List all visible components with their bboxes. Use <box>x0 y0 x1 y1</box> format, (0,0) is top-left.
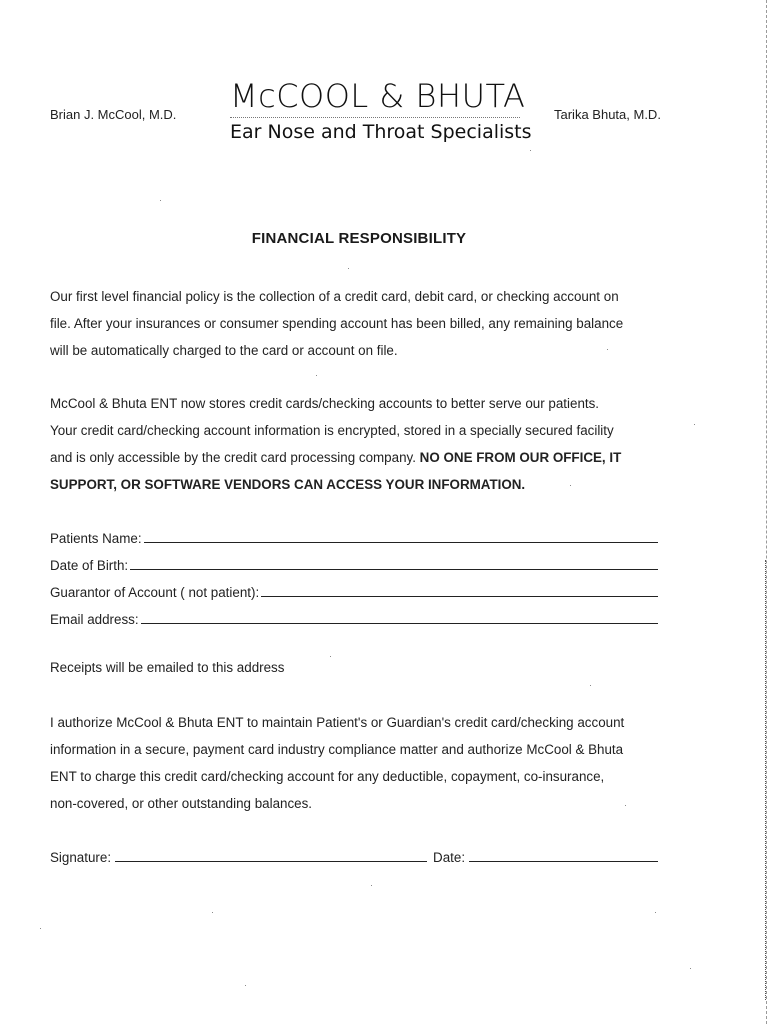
scan-speck <box>590 685 591 686</box>
scan-speck <box>570 485 571 486</box>
letterhead <box>0 76 770 156</box>
policy-line-1: Our first level financial policy is the collection of a credit card, debit card, or checking account on <box>50 289 619 304</box>
storage-line-3-text: and is only accessible by the credit card processing company. <box>50 450 420 465</box>
practice-name: McCOOL & BHUTA <box>230 77 526 115</box>
scan-speck <box>371 885 372 886</box>
receipts-note: Receipts will be emailed to this address <box>50 660 285 675</box>
date-line[interactable] <box>469 861 658 862</box>
authorization-line-3: ENT to charge this credit card/checking account for any deductible, copayment, co-insurance, <box>50 769 605 784</box>
authorization-line-4: non-covered, or other outstanding balances. <box>50 796 313 811</box>
scan-speck <box>212 912 213 913</box>
patient-name-label: Patients Name: <box>50 531 142 546</box>
date-of-birth-line[interactable] <box>130 569 658 570</box>
policy-line-3: will be automatically charged to the card or account on file. <box>50 343 398 358</box>
scan-edge-band <box>765 560 769 1000</box>
storage-emphasis-2: SUPPORT, OR SOFTWARE VENDORS CAN ACCESS YOUR INFORMATION. <box>50 477 526 492</box>
email-label: Email address: <box>50 612 139 627</box>
practice-tagline: Ear Nose and Throat Specialists <box>230 121 532 143</box>
scan-speck <box>40 928 41 929</box>
storage-paragraph <box>50 390 670 498</box>
date-of-birth-label: Date of Birth: <box>50 558 129 573</box>
email-field[interactable] <box>50 607 658 627</box>
logo-divider <box>230 117 520 118</box>
guarantor-line[interactable] <box>261 596 658 597</box>
email-line[interactable] <box>141 623 658 624</box>
signature-label: Signature: <box>50 850 112 865</box>
doctor-right-name: Tarika Bhuta, M.D. <box>554 107 661 122</box>
patient-name-line[interactable] <box>144 542 658 543</box>
scan-speck <box>160 200 161 201</box>
doctor-left-name: Brian J. McCool, M.D. <box>50 107 177 122</box>
authorization-line-2: information in a secure, payment card industry compliance matter and authorize McCool & Bhuta <box>50 742 624 757</box>
scan-speck <box>694 424 695 425</box>
storage-line-3 <box>50 444 670 471</box>
scan-speck <box>625 805 626 806</box>
storage-line-1: McCool & Bhuta ENT now stores credit cards/checking accounts to better serve our patients. <box>50 396 600 411</box>
patient-name-field[interactable] <box>50 526 658 546</box>
storage-emphasis-1: NO ONE FROM OUR OFFICE, IT <box>419 450 622 465</box>
date-label: Date: <box>433 850 466 865</box>
scan-speck <box>348 268 349 269</box>
scan-speck <box>330 656 331 657</box>
guarantor-field[interactable] <box>50 580 658 600</box>
date-of-birth-field[interactable] <box>50 553 658 573</box>
authorization-paragraph <box>50 709 670 817</box>
scan-speck <box>690 968 691 969</box>
scan-speck <box>607 349 608 350</box>
storage-line-2: Your credit card/checking account information is encrypted, stored in a specially secured facility <box>50 423 614 438</box>
scan-speck <box>530 150 531 151</box>
scan-speck <box>655 912 656 913</box>
signature-line[interactable] <box>115 861 427 862</box>
document-title: FINANCIAL RESPONSIBILITY <box>251 230 467 247</box>
policy-paragraph <box>50 283 670 364</box>
policy-line-2: file. After your insurances or consumer spending account has been billed, any remaining balance <box>50 316 624 331</box>
authorization-line-1: I authorize McCool & Bhuta ENT to maintain Patient's or Guardian's credit card/checking account <box>50 715 625 730</box>
guarantor-label: Guarantor of Account ( not patient): <box>50 585 260 600</box>
scan-speck <box>316 375 317 376</box>
scan-speck <box>245 985 246 986</box>
practice-logo <box>230 76 530 144</box>
signature-row <box>50 845 658 865</box>
